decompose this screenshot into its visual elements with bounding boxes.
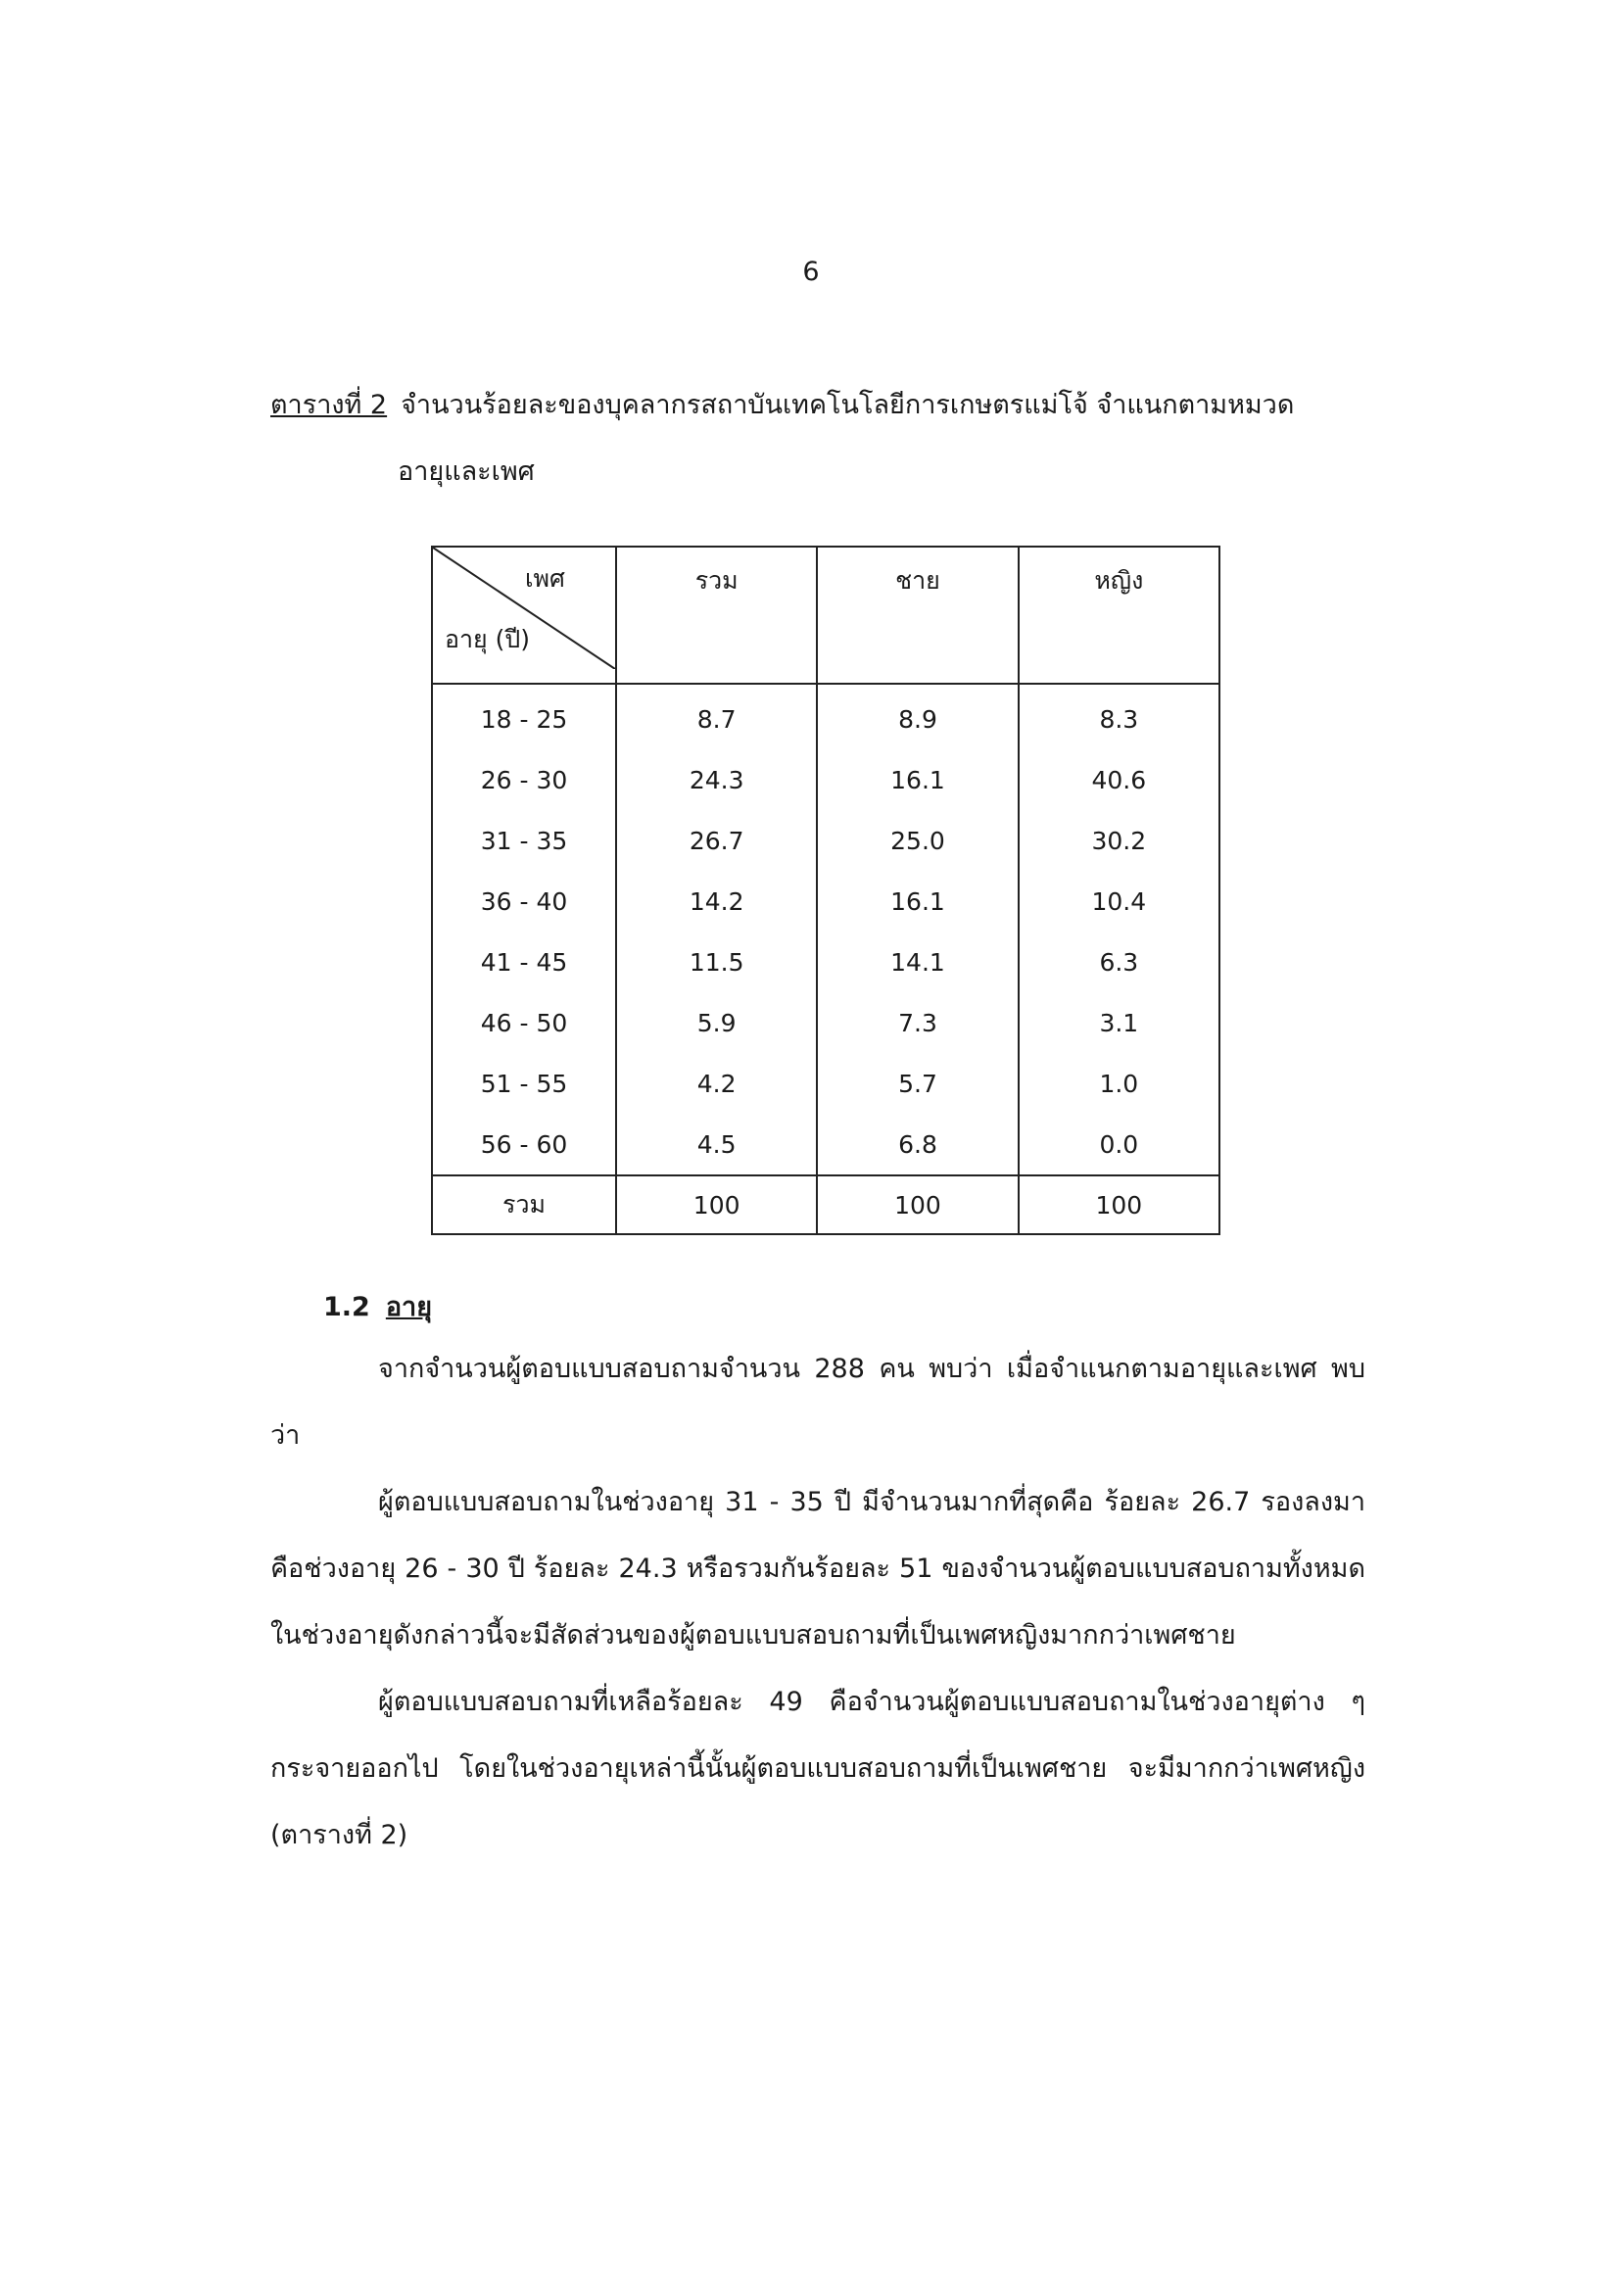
header-male: ชาย: [817, 547, 1018, 684]
paragraph-intro: จากจำนวนผู้ตอบแบบสอบถามจำนวน 288 คน พบว่า เมื่อจำแนกตามอายุและเพศ พบว่า: [270, 1354, 1365, 1451]
page-number: 6: [802, 257, 820, 287]
male-cell: 8.9: [817, 684, 1018, 749]
paragraph-remainder: ผู้ตอบแบบสอบถามที่เหลือร้อยละ 49 คือจำนวนผู้ตอบแบบสอบถามในช่วงอายุต่าง ๆ กระจายออกไป โดยในช่วงอายุเหล่านี้นั้นผู้ตอบแบบสอบถามที่เป็นเพศชาย จะมีมากกว่าเพศหญิง (ตารางที่ 2): [270, 1687, 1365, 1850]
section-number: 1.2: [323, 1292, 370, 1322]
table-total-row: [432, 1175, 1219, 1234]
total-cell: 14.2: [616, 871, 817, 932]
male-cell: 25.0: [817, 810, 1018, 871]
male-cell: 16.1: [817, 871, 1018, 932]
section-heading: [323, 1285, 432, 1327]
table-row: [432, 810, 1219, 871]
age-cell: 56 - 60: [432, 1114, 616, 1175]
total-cell: 26.7: [616, 810, 817, 871]
age-cell: 51 - 55: [432, 1053, 616, 1114]
female-cell: 10.4: [1019, 871, 1219, 932]
female-cell: 1.0: [1019, 1053, 1219, 1114]
total-cell: 4.5: [616, 1114, 817, 1175]
total-row-total: 100: [616, 1175, 817, 1234]
female-cell: 3.1: [1019, 992, 1219, 1053]
female-cell: 8.3: [1019, 684, 1219, 749]
corner-header-cell: [432, 547, 616, 684]
table-row: [432, 871, 1219, 932]
total-row-female: 100: [1019, 1175, 1219, 1234]
table-row: [432, 1053, 1219, 1114]
male-cell: 14.1: [817, 932, 1018, 992]
paragraph-majority: ผู้ตอบแบบสอบถามในช่วงอายุ 31 - 35 ปี มีจำนวนมากที่สุดคือ ร้อยละ 26.7 รองลงมาคือช่วงอายุ 26 - 30 ปี ร้อยละ 24.3 หรือรวมกันร้อยละ 51 ของจำนวนผู้ตอบแบบสอบถามทั้งหมด ในช่วงอายุดังกล่าวนี้จะมีสัดส่วนของผู้ตอบแบบสอบถามที่เป็นเพศหญิงมากกว่าเพศชาย: [270, 1487, 1365, 1650]
caption-text-line2: อายุและเพศ: [398, 456, 535, 487]
table-row: [432, 684, 1219, 749]
female-cell: 30.2: [1019, 810, 1219, 871]
age-cell: 46 - 50: [432, 992, 616, 1053]
age-cell: 18 - 25: [432, 684, 616, 749]
caption-label: ตารางที่ 2: [270, 390, 388, 420]
header-female: หญิง: [1019, 547, 1219, 684]
total-cell: 11.5: [616, 932, 817, 992]
male-cell: 5.7: [817, 1053, 1018, 1114]
male-cell: 6.8: [817, 1114, 1018, 1175]
section-title: อายุ: [385, 1292, 433, 1322]
table-row: [432, 932, 1219, 992]
total-cell: 24.3: [616, 749, 817, 810]
total-cell: 5.9: [616, 992, 817, 1053]
female-cell: 6.3: [1019, 932, 1219, 992]
female-cell: 40.6: [1019, 749, 1219, 810]
total-cell: 8.7: [616, 684, 817, 749]
caption-text-line1: จำนวนร้อยละของบุคลากรสถาบันเทคโนโลยีการเกษตรแม่โจ้ จำแนกตามหมวด: [401, 390, 1295, 420]
corner-age-label: อายุ (ปี): [445, 625, 531, 653]
total-row-label: รวม: [432, 1175, 616, 1234]
age-cell: 31 - 35: [432, 810, 616, 871]
total-cell: 4.2: [616, 1053, 817, 1114]
corner-sex-label: เพศ: [525, 564, 565, 593]
age-sex-table: [431, 546, 1220, 1235]
male-cell: 16.1: [817, 749, 1018, 810]
total-row-male: 100: [817, 1175, 1018, 1234]
age-cell: 36 - 40: [432, 871, 616, 932]
female-cell: 0.0: [1019, 1114, 1219, 1175]
table-row: [432, 749, 1219, 810]
age-cell: 26 - 30: [432, 749, 616, 810]
table-caption: [270, 372, 1367, 505]
table-header-row: [432, 547, 1219, 684]
table-row: [432, 992, 1219, 1053]
table-row: [432, 1114, 1219, 1175]
male-cell: 7.3: [817, 992, 1018, 1053]
age-cell: 41 - 45: [432, 932, 616, 992]
header-total: รวม: [616, 547, 817, 684]
